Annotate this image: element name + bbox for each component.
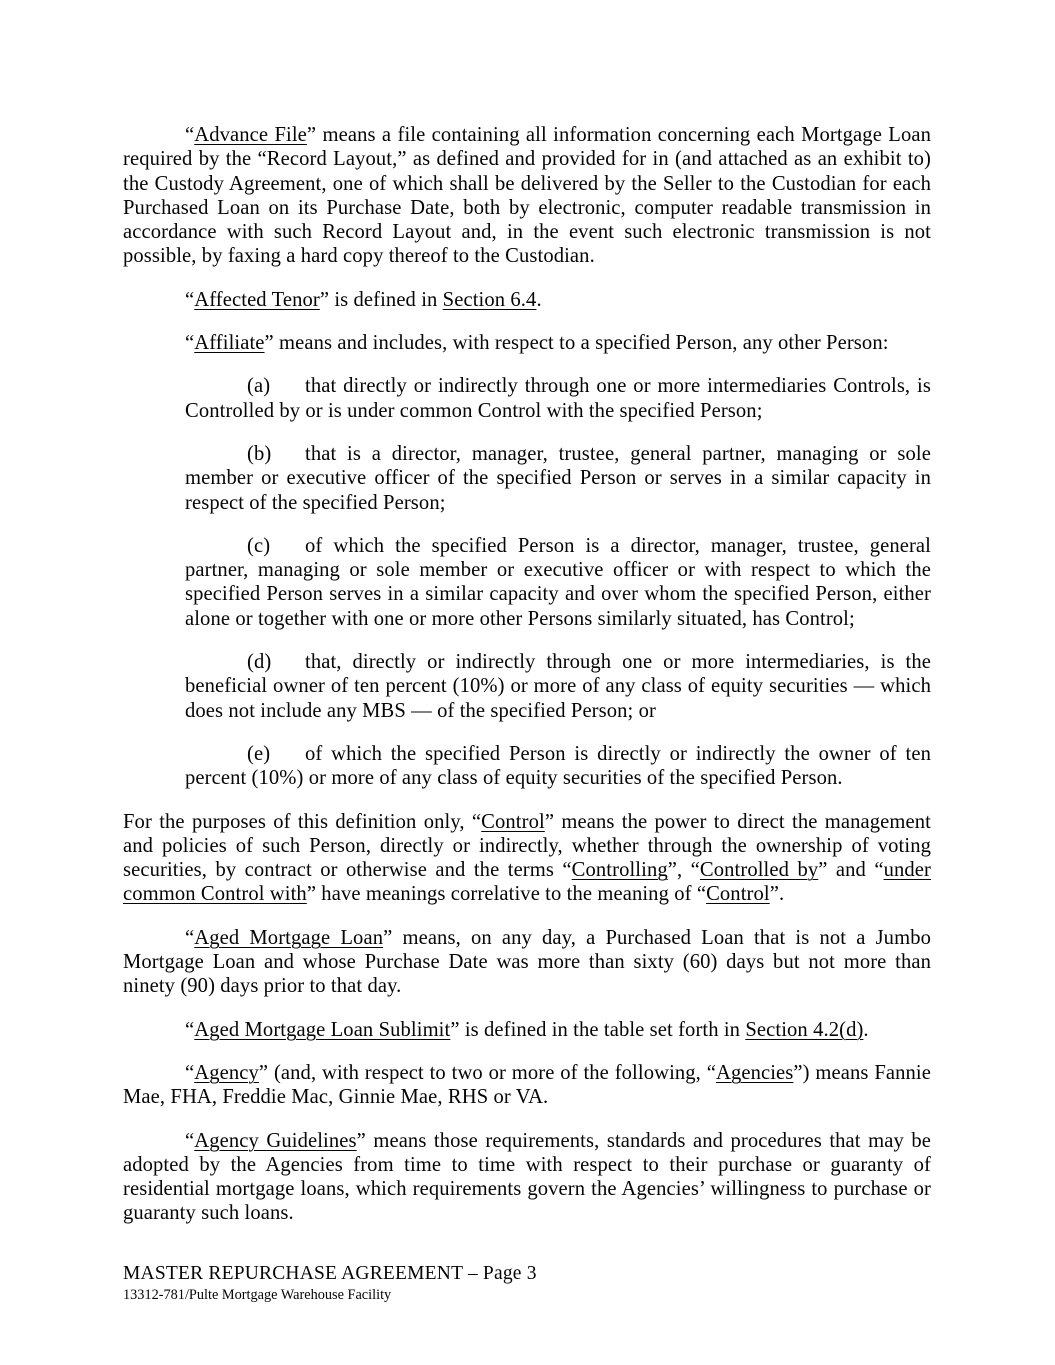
text-run: For the purposes of this definition only, “: [123, 810, 482, 833]
list-marker: (a): [247, 375, 271, 398]
list-marker: (d): [247, 651, 272, 674]
footer-reference: 13312-781/Pulte Mortgage Warehouse Facility: [123, 1287, 392, 1303]
defined-term: Control: [706, 883, 770, 906]
text-run: ” means and includes, with respect to a specified Person, any other Person:: [264, 332, 889, 355]
text-run: that directly or indirectly through one or more intermediaries Controls, is Controlled by or is under common Control with the specified Person;: [185, 375, 931, 422]
defined-term: Control: [481, 810, 545, 833]
text-run: ”, “: [667, 859, 700, 882]
text-run: ” means, on any day, a Purchased Loan that is not a Jumbo Mortgage Loan and whose Purchase Date was more than sixty (60) days but not more than ninety (90) days prior to that day.: [123, 926, 931, 998]
text-run: that, directly or indirectly through one or more intermediaries, is the beneficial owner of ten percent (10%) or more of any class of equity securities — which does not include any MBS — of the specified Person; or: [185, 651, 931, 722]
paragraph: [123, 1061, 931, 1110]
list-marker: (e): [247, 742, 271, 765]
paragraph: [123, 810, 931, 907]
defined-term: Aged Mortgage Loan: [194, 926, 384, 949]
text-run: ” means a file containing all information concerning each Mortgage Loan required by the “Record Layout,” as defined and provided for in (and attached as an exhibit to) the Custody Agreement, one of which shall be delivered by the Seller to the Custodian for each Purchased Loan on its Purchase Date, both by electronic, computer readable transmission in accordance with such Record Layout and, in the event such electronic transmission is not possible, by faxing a hard copy thereof to the Custodian.: [123, 124, 931, 268]
paragraph: [123, 123, 931, 269]
text-run: “: [185, 1018, 195, 1041]
paragraph: [123, 926, 931, 999]
paragraph: [185, 650, 931, 723]
defined-term: Agency Guidelines: [194, 1129, 357, 1152]
text-run: ” (and, with respect to two or more of the following, “: [258, 1061, 716, 1084]
defined-term: Agencies: [715, 1061, 794, 1084]
paragraph: [123, 331, 931, 355]
document-body: [123, 123, 931, 1226]
text-run: that is a director, manager, trustee, general partner, managing or sole member or executive officer of the specified Person or serves in a similar capacity in respect of the specified Person;: [185, 442, 931, 514]
defined-term: Controlling: [571, 859, 668, 882]
defined-term: Controlled by: [699, 859, 819, 882]
paragraph: [185, 534, 931, 631]
defined-term: under common Control with: [123, 859, 931, 906]
defined-term: Section 4.2(d): [745, 1018, 864, 1041]
text-run: ” is defined in: [319, 288, 443, 311]
text-run: ” means those requirements, standards and procedures that may be adopted by the Agencies from time to time with respect to their purchase or guaranty of residential mortgage loans, which requirements govern the Agencies’ willingness to purchase or guaranty such loans.: [123, 1129, 931, 1225]
text-run: “: [185, 1129, 195, 1152]
text-run: “: [185, 288, 195, 311]
paragraph: [123, 1129, 931, 1226]
text-run: of which the specified Person is a director, manager, trustee, general partner, managing or sole member or executive officer or with respect to which the specified Person serves in a similar capacity and over whom the specified Person, either alone or together with one or more other Persons similarly situated, has Control;: [185, 534, 931, 630]
text-run: ” means the power to direct the management and policies of such Person, directly or indirectly, whether through the ownership of voting securities, by contract or otherwise and the terms “: [123, 810, 931, 882]
defined-term: Affiliate: [194, 332, 265, 355]
text-run: “: [185, 1061, 195, 1084]
text-run: ” and “: [818, 859, 884, 882]
page-footer: [123, 1262, 537, 1304]
footer-title: MASTER REPURCHASE AGREEMENT – Page 3: [123, 1263, 537, 1284]
defined-term: Section 6.4: [442, 288, 537, 311]
text-run: ”.: [769, 883, 785, 906]
text-run: “: [185, 926, 195, 949]
text-run: .: [536, 288, 542, 311]
text-run: of which the specified Person is directly or indirectly the owner of ten percent (10%) or more of any class of equity securities of the specified Person.: [185, 742, 931, 790]
paragraph: [123, 1018, 931, 1042]
text-run: ” is defined in the table set forth in: [450, 1018, 746, 1041]
text-run: ”) means Fannie Mae, FHA, Freddie Mac, Ginnie Mae, RHS or VA.: [123, 1061, 931, 1109]
defined-term: Aged Mortgage Loan Sublimit: [194, 1018, 451, 1041]
text-run: ” have meanings correlative to the meaning of “: [306, 883, 707, 906]
paragraph: [185, 442, 931, 515]
paragraph: [123, 288, 931, 312]
defined-term: Agency: [194, 1061, 259, 1084]
paragraph: [185, 374, 931, 423]
defined-term: Affected Tenor: [194, 288, 320, 311]
text-run: “: [185, 332, 195, 355]
defined-term: Advance File: [194, 124, 307, 146]
text-run: .: [863, 1018, 869, 1041]
text-run: “: [185, 124, 195, 146]
list-marker: (c): [247, 534, 271, 557]
list-marker: (b): [247, 442, 272, 465]
paragraph: [185, 742, 931, 791]
